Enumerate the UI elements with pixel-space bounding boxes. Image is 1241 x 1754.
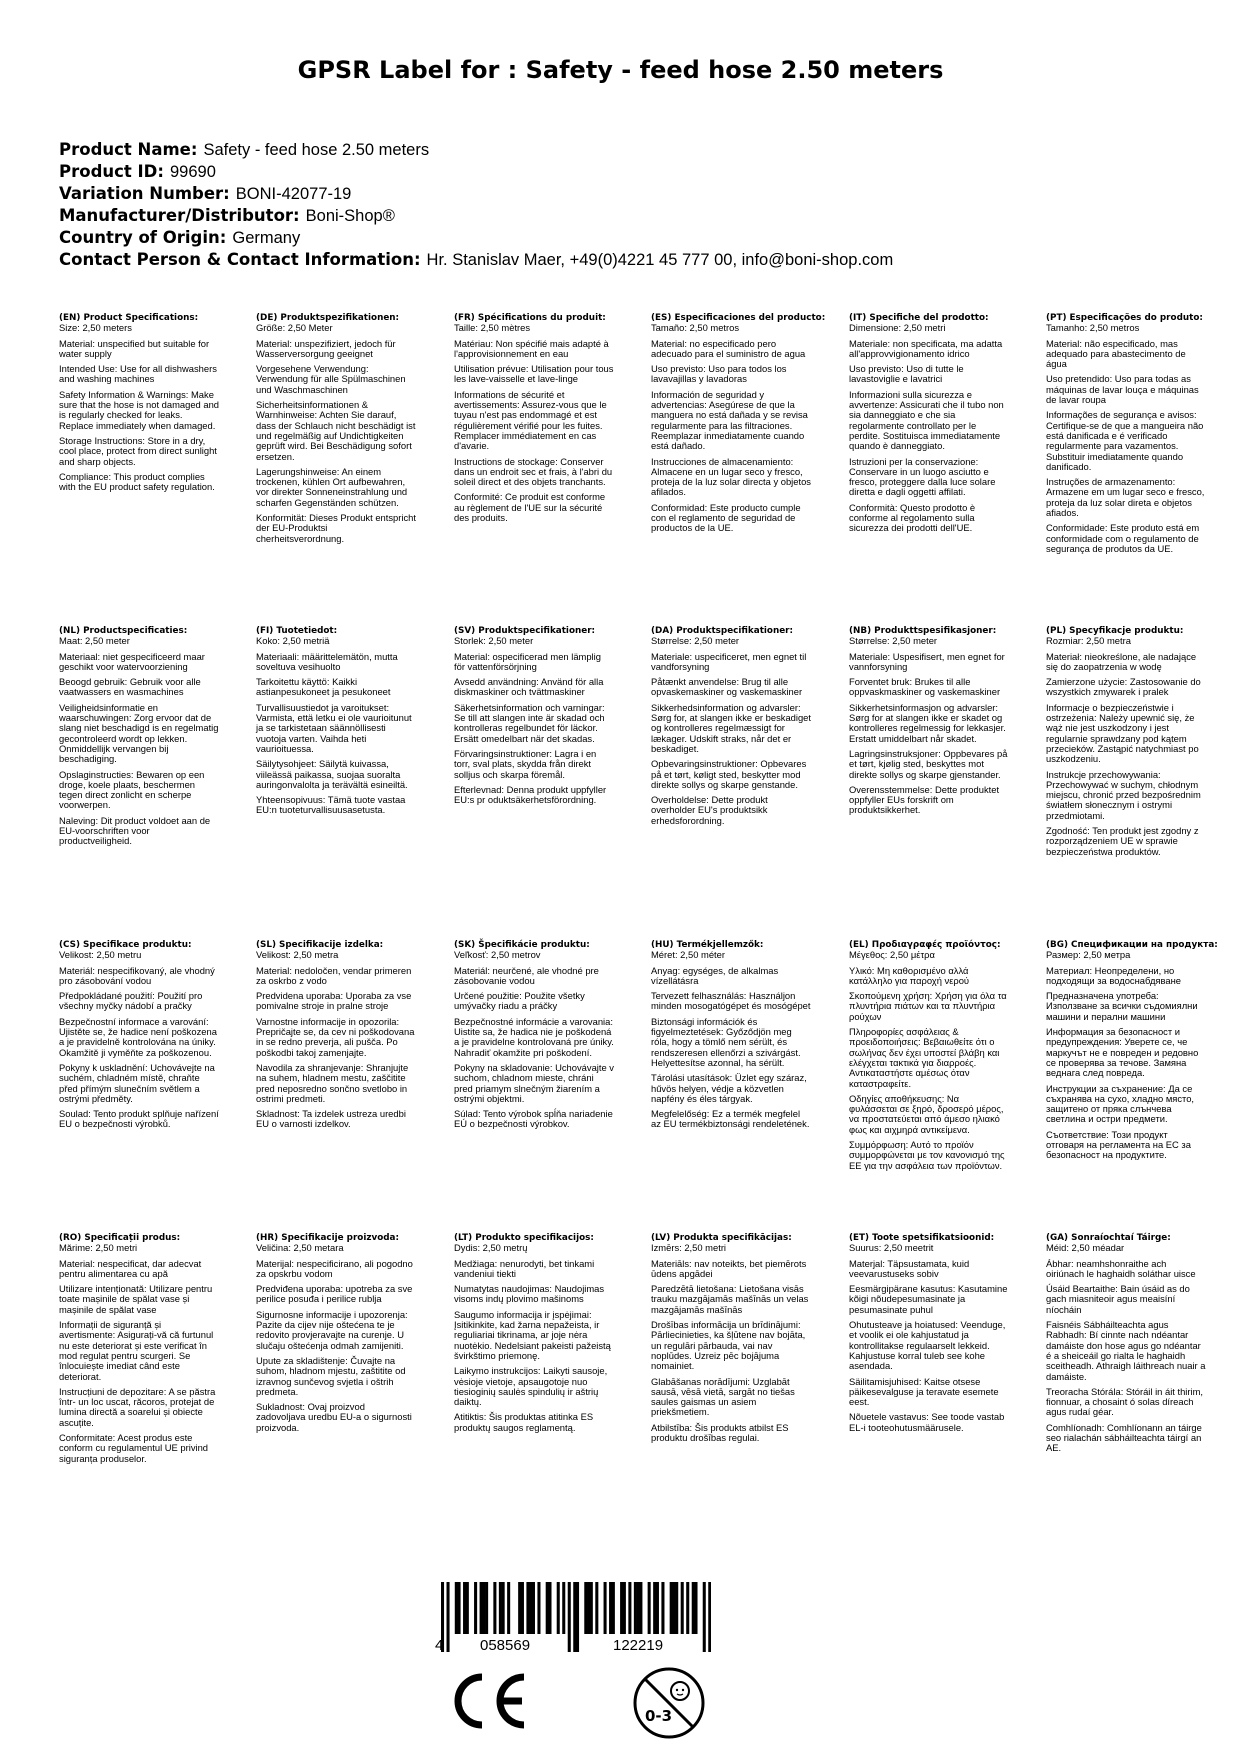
spec-paragraph: Größe: 2,50 Meter bbox=[256, 322, 333, 334]
info-label: Product ID: bbox=[59, 162, 164, 181]
barcode-bar bbox=[661, 1582, 664, 1634]
spec-paragraph: Izmērs: 2,50 metri bbox=[651, 1242, 727, 1254]
barcode-bar bbox=[576, 1582, 579, 1652]
spec-block bbox=[651, 1233, 811, 1448]
spec-paragraph: Materiał: nieokreślone, ale nadające się do zaopatrzenia w wodę bbox=[1046, 650, 1197, 672]
spec-paragraph: Medžiaga: nenurodyti, bet tinkami vandeniui tiekti bbox=[454, 1257, 595, 1279]
info-label: Contact Person & Contact Information: bbox=[59, 250, 421, 269]
barcode-bar bbox=[694, 1582, 697, 1634]
spec-paragraph: Съответствие: Този продукт отговаря на регламента на ЕС за безопасност на продуктите. bbox=[1046, 1128, 1191, 1161]
spec-paragraph: Předpokládané použití: Použití pro všechny myčky nádobí a pračky bbox=[59, 990, 203, 1012]
spec-paragraph: Материал: Неопределени, но подходящи за водоснабдяване bbox=[1046, 964, 1181, 986]
barcode-bar bbox=[548, 1582, 551, 1634]
spec-block bbox=[849, 1233, 1009, 1438]
spec-paragraph: Sikkerhedsinformation og advarsler: Sørg for, at slangen ikke er beskadiget og kontrolleres regelmæssigt for lækager. Udskift straks, når det er beskadiget. bbox=[651, 701, 811, 754]
barcode-bar bbox=[447, 1582, 450, 1652]
barcode-bar bbox=[620, 1582, 623, 1634]
spec-paragraph: Forventet bruk: Brukes til alle oppvaskmaskiner og vaskemaskiner bbox=[849, 676, 1001, 698]
barcode-bar bbox=[634, 1582, 637, 1634]
spec-block bbox=[454, 313, 614, 528]
spec-heading: (NL) Productspecificaties: bbox=[59, 626, 188, 636]
spec-paragraph: Tamanho: 2,50 metros bbox=[1046, 322, 1140, 334]
spec-paragraph: Zgodność: Ten produkt jest zgodny z rozporządzeniem UE w sprawie bezpieczeństwa produktów. bbox=[1046, 825, 1199, 857]
barcode-bar bbox=[595, 1582, 598, 1634]
spec-paragraph: Sicherheitsinformationen & Warnhinweise: Achten Sie darauf, dass der Schlauch nicht beschädigt ist und regelmäßig auf Undichtigkeiten geprüft wird. Bei Beschädigung sofort ersetzen. bbox=[256, 399, 416, 462]
barcode-right-group: 122219 bbox=[613, 1637, 664, 1654]
barcode-bar bbox=[656, 1582, 659, 1634]
spec-paragraph: Efterlevnad: Denna produkt uppfyller EU:s pr oduktsäkerhetsförordning. bbox=[454, 783, 607, 806]
spec-heading: (RO) Specificații produs: bbox=[59, 1233, 181, 1243]
spec-paragraph: Intended Use: Use for all dishwashers and washing machines bbox=[59, 363, 217, 385]
spec-paragraph: Tervezett felhasználás: Használjon minden mosogatógépet és mosógépet bbox=[651, 990, 811, 1012]
spec-paragraph: Koko: 2,50 metriä bbox=[256, 635, 330, 647]
age-0-3-warning-icon bbox=[632, 1666, 706, 1740]
barcode-bar bbox=[604, 1582, 607, 1634]
barcode-bar bbox=[474, 1582, 477, 1634]
spec-paragraph: Predviđena uporaba: upotreba za sve perilice posuđa i perilice rublja bbox=[256, 1283, 413, 1305]
spec-heading: (SK) Špecifikácie produktu: bbox=[454, 940, 590, 950]
spec-paragraph: Materiale: uspecificeret, men egnet til vandforsyning bbox=[651, 650, 807, 672]
spec-paragraph: Instructions de stockage: Conserver dans un endroit sec et frais, à l'abri du soleil direct et des objets tranchants. bbox=[454, 455, 613, 488]
spec-paragraph: Materiaal: niet gespecificeerd maar geschikt voor watervoorziening bbox=[59, 650, 205, 672]
spec-heading: (PT) Especificações do produto: bbox=[1046, 313, 1203, 323]
spec-paragraph: Rozmiar: 2,50 metra bbox=[1046, 635, 1131, 647]
spec-paragraph: Treoracha Stórála: Stóráil in áit thirim, fionnuar, a chosaint ó solas díreach agus rudaí géar. bbox=[1046, 1385, 1204, 1418]
spec-paragraph: Comhlíonadh: Comhlíonann an táirge seo rialachán sábháilteachta táirgí an AE. bbox=[1046, 1421, 1202, 1454]
barcode-bar bbox=[466, 1582, 469, 1634]
info-label: Country of Origin: bbox=[59, 228, 227, 247]
spec-heading: (NB) Produkttspesifikasjoner: bbox=[849, 626, 997, 636]
spec-paragraph: Avsedd användning: Använd för alla diskmaskiner och tvättmaskiner bbox=[454, 676, 604, 698]
spec-paragraph: Zamierzone użycie: Zastosowanie do wszystkich zmywarek i pralek bbox=[1046, 676, 1201, 698]
spec-paragraph: Overensstemmelse: Dette produktet oppfyller EUs forskrift om produktsikkerhet. bbox=[849, 783, 1000, 816]
spec-paragraph: Utilisation prévue: Utilisation pour tous les lave-vaisselle et lave-linge bbox=[454, 363, 614, 385]
spec-paragraph: Súlad: Tento výrobok spĺňa nariadenie EÚ o bezpečnosti výrobkov. bbox=[454, 1108, 613, 1130]
spec-paragraph: Biztonsági információk és figyelmeztetések: Győződjön meg róla, hogy a tömlő nem sérült, és rendszeresen ellenőrzi a szivárgást. Helyettesítse azonnal, ha sérült. bbox=[651, 1015, 801, 1068]
spec-block bbox=[651, 313, 826, 539]
spec-paragraph: Maat: 2,50 meter bbox=[59, 635, 130, 647]
info-row bbox=[59, 139, 1199, 161]
info-row bbox=[59, 205, 1199, 227]
spec-paragraph: Säilitamisjuhised: Kaitse otsese päikesevalguse ja teravate esemete eest. bbox=[849, 1375, 999, 1408]
spec-block bbox=[849, 940, 1009, 1176]
spec-paragraph: Opslaginstructies: Bewaren op een droge, koele plaats, beschermen tegen direct zonlicht en scherpe voorwerpen. bbox=[59, 768, 205, 811]
spec-paragraph: Predvidena uporaba: Uporaba za vse pomivalne stroje in pralne stroje bbox=[256, 990, 412, 1012]
spec-paragraph: Material: não especificado, mas adequado para abastecimento de água bbox=[1046, 337, 1186, 370]
barcode-bar bbox=[458, 1582, 461, 1634]
spec-paragraph: Informacje o bezpieczeństwie i ostrzeżenia: Należy upewnić się, że wąż nie jest uszkodzony i jest regularnie sprawdzany pod kątem przecieków. Zastąpić natychmiast po uszkodzeniu. bbox=[1046, 701, 1199, 765]
spec-paragraph: Matériau: Non spécifié mais adapté à l'approvisionnement en eau bbox=[454, 337, 609, 359]
spec-paragraph: Sukladnost: Ovaj proizvod zadovoljava uredbu EU-a o sigurnosti proizvoda. bbox=[256, 1401, 412, 1433]
spec-paragraph: Opbevaringsinstruktioner: Opbevares på et tørt, køligt sted, beskytter mod direkte sollys og skarpe genstande. bbox=[651, 758, 807, 790]
spec-heading: (ES) Especificaciones del producto: bbox=[651, 313, 826, 323]
spec-heading: (LT) Produkto specifikacijos: bbox=[454, 1233, 594, 1243]
spec-paragraph: Informações de segurança e avisos: Certifique-se de que a mangueira não está danificada e é verificado regularmente para vazamentos. Substituir imediatamente quando danificado. bbox=[1046, 409, 1204, 472]
spec-block bbox=[849, 626, 1009, 821]
spec-paragraph: Conformidad: Este producto cumple con el reglamento de seguridad de productos de la UE. bbox=[651, 501, 801, 534]
spec-paragraph: Material: unspezifiziert, jedoch für Wasserversorgung geeignet bbox=[256, 337, 396, 359]
spec-block bbox=[1046, 940, 1218, 1166]
barcode-bar bbox=[670, 1582, 673, 1634]
barcode-bar bbox=[703, 1582, 706, 1652]
barcode-bar bbox=[587, 1582, 590, 1634]
spec-paragraph: Safety Information & Warnings: Make sure that the hose is not damaged and is regularly checked for leaks. Replace immediately when damaged. bbox=[59, 388, 220, 431]
barcode-bar bbox=[653, 1582, 656, 1634]
spec-paragraph: Størrelse: 2,50 meter bbox=[651, 635, 740, 647]
barcode-bar bbox=[708, 1582, 711, 1652]
spec-paragraph: Størrelse: 2,50 meter bbox=[849, 635, 938, 647]
spec-heading: (SV) Produktspecifikationer: bbox=[454, 626, 596, 636]
spec-paragraph: Instruções de armazenamento: Armazene em um lugar seco e fresco, proteja da luz solar direta e objetos afiados. bbox=[1046, 476, 1205, 519]
spec-paragraph: Conformità: Questo prodotto è conforme al regolamento sulla sicurezza dei prodotti dell'UE. bbox=[849, 501, 976, 534]
spec-paragraph: Påtænkt anvendelse: Brug til alle opvaskemaskiner og vaskemaskiner bbox=[651, 676, 803, 698]
spec-heading: (LV) Produkta specifikācijas: bbox=[651, 1233, 792, 1243]
info-row bbox=[59, 161, 1199, 183]
spec-paragraph: Atitiktis: Šis produktas atitinka ES produktų saugos reglamentą. bbox=[454, 1411, 594, 1433]
spec-paragraph: Sikkerhetsinformasjon og advarsler: Sørg for at slangen ikke er skadet og kontrolleres regelmessig for lekkasjer. Erstatt umiddelbart når skadet. bbox=[849, 701, 1006, 744]
spec-paragraph: Taille: 2,50 mètres bbox=[454, 322, 531, 334]
spec-paragraph: Paredzētā lietošana: Lietošana visās trauku mazgājamās mašīnās un velas mazgājamās mašīnās bbox=[651, 1283, 809, 1315]
spec-block bbox=[1046, 313, 1206, 559]
barcode-bar bbox=[609, 1582, 612, 1634]
spec-paragraph: Mărime: 2,50 metri bbox=[59, 1242, 138, 1254]
barcode-bar bbox=[485, 1582, 488, 1634]
spec-paragraph: Συμμόρφωση: Αυτό το προϊόν συμμορφώνεται με τον κανονισμό της ΕΕ για την ασφάλεια των προϊόντων. bbox=[849, 1139, 1005, 1171]
spec-heading: (SL) Specifikacije izdelka: bbox=[256, 940, 384, 950]
spec-paragraph: Lagerungshinweise: An einem trockenen, kühlen Ort aufbewahren, vor direkter Sonneneinstrahlung und scharfen Gegenständen schützen. bbox=[256, 465, 408, 508]
spec-paragraph: Uso pretendido: Uso para todas as máquinas de lavar louça e máquinas de lavar roupa bbox=[1046, 373, 1199, 406]
spec-paragraph: Nõuetele vastavus: See toode vastab EL-i tooteohutusmäärusele. bbox=[849, 1411, 1005, 1433]
spec-paragraph: Yhteensopivuus: Tämä tuote vastaa EU:n tuoteturvallisuusasetusta. bbox=[256, 794, 406, 816]
spec-heading: (ET) Toote spetsifikatsioonid: bbox=[849, 1233, 995, 1243]
spec-paragraph: Pokyny k uskladnění: Uchovávejte na suchém, chladném místě, chraňte před přímým slunečním světlem a ostrými předměty. bbox=[59, 1061, 215, 1104]
barcode-bar bbox=[681, 1582, 684, 1634]
spec-paragraph: Materiale: Uspesifisert, men egnet for vannforsyning bbox=[849, 650, 1005, 672]
spec-paragraph: Informazioni sulla sicurezza e avvertenze: Assicurati che il tubo non sia danneggiato e che sia regolarmente controllato per le perdite. Sostituisca immediatamente quando è danneggiato. bbox=[849, 388, 1004, 452]
barcode-bar bbox=[648, 1582, 651, 1634]
info-value: Boni-Shop® bbox=[305, 207, 395, 225]
spec-paragraph: Säkerhetsinformation och varningar: Se till att slangen inte är skadad och kontrolleras regelbundet för läckor. Ersätt omedelbart när det skadas. bbox=[454, 701, 605, 744]
spec-paragraph: Предназначена употреба: Използване за всички съдомиялни машини и перални машини bbox=[1046, 990, 1198, 1022]
spec-block bbox=[59, 313, 219, 497]
spec-paragraph: Instrukcje przechowywania: Przechowywać w suchym, chłodnym miejscu, chronić przed bezpośrednim światłem słonecznym i ostrymi przedmiotami. bbox=[1046, 768, 1201, 821]
info-label: Product Name: bbox=[59, 140, 198, 159]
info-value: 99690 bbox=[169, 163, 216, 181]
spec-paragraph: Laikymo instrukcijos: Laikyti sausoje, vėsioje vietoje, apsaugotoje nuo tiesioginių saulės spindulių ir aštrių daiktų. bbox=[454, 1365, 608, 1408]
spec-paragraph: Soulad: Tento produkt splňuje nařízení EU o bezpečnosti výrobků. bbox=[59, 1108, 219, 1130]
barcode-bar bbox=[493, 1582, 496, 1634]
info-value: Safety - feed hose 2.50 meters bbox=[203, 141, 430, 159]
spec-heading: (DE) Produktspezifikationen: bbox=[256, 313, 400, 323]
spec-paragraph: Skladnost: Ta izdelek ustreza uredbi EU o varnosti izdelkov. bbox=[256, 1108, 406, 1130]
spec-paragraph: Uso previsto: Uso para todos los lavavajillas y lavadoras bbox=[651, 363, 787, 385]
spec-block bbox=[849, 313, 1009, 539]
barcode-bar bbox=[455, 1582, 458, 1634]
spec-heading: (DA) Produktspecifikationer: bbox=[651, 626, 794, 636]
spec-paragraph: Veľkosť: 2,50 metrov bbox=[454, 949, 541, 961]
spec-heading: (IT) Specifiche del prodotto: bbox=[849, 313, 989, 323]
info-row bbox=[59, 249, 1199, 271]
barcode-bar bbox=[463, 1582, 466, 1634]
barcode-first-digit: 4 bbox=[435, 1637, 444, 1654]
page-title: GPSR Label for : Safety - feed hose 2.50 meters bbox=[297, 56, 944, 84]
barcode-bar bbox=[537, 1582, 540, 1634]
spec-block bbox=[59, 1233, 219, 1469]
spec-block bbox=[59, 940, 219, 1135]
barcode-bar bbox=[675, 1582, 678, 1634]
spec-paragraph: Conformité: Ce produit est conforme au règlement de l'UE sur la sécurité des produits. bbox=[454, 491, 606, 524]
spec-paragraph: Instrucțiuni de depozitare: A se păstra într- un loc uscat, răcoros, protejat de lumina directă a soarelui și obiecte ascuțite. bbox=[59, 1385, 216, 1428]
spec-paragraph: Size: 2,50 meters bbox=[59, 322, 132, 334]
spec-paragraph: Materiaali: määrittelemätön, mutta soveltuva vesihuolto bbox=[256, 650, 398, 672]
barcode-bar bbox=[637, 1582, 640, 1634]
spec-paragraph: Material: nedoločen, vendar primeren za oskrbo z vodo bbox=[256, 964, 412, 986]
spec-block bbox=[256, 626, 416, 821]
spec-paragraph: Glabāšanas norādījumi: Uzglabāt sausā, vēsā vietā, sargāt no tiešas saules gaismas un asiem priekšmetiem. bbox=[651, 1375, 795, 1418]
spec-paragraph: Förvaringsinstruktioner: Lagra i en torr, sval plats, skydda från direkt solljus och skarpa föremål. bbox=[454, 747, 597, 780]
spec-heading: (HR) Specifikacije proizvoda: bbox=[256, 1233, 399, 1243]
spec-paragraph: Material: unspecified but suitable for water supply bbox=[59, 337, 210, 359]
barcode-bar bbox=[573, 1582, 576, 1652]
barcode-bar bbox=[532, 1582, 535, 1634]
spec-paragraph: Material: nespecificat, dar adecvat pentru alimentarea cu apă bbox=[59, 1257, 202, 1279]
barcode-bar bbox=[518, 1582, 521, 1634]
barcode-bar bbox=[546, 1582, 549, 1634]
spec-paragraph: Upute za skladištenje: Čuvajte na suhom, hladnom mjestu, zaštitite od izravnog sunčevog svjetla i oštrih predmeta. bbox=[256, 1354, 406, 1397]
info-row bbox=[59, 183, 1199, 205]
info-value: Germany bbox=[232, 229, 301, 247]
spec-paragraph: Saugumo informacija ir įspėjimai: Įsitikinkite, kad žarna nepažeista, ir reguliariai tikrinama, ar joje nėra nuotėkio. Nedelsiant pakeisti pažeistą švirkštimo priemonę. bbox=[454, 1308, 611, 1361]
barcode-bar bbox=[526, 1582, 529, 1634]
barcode-bar bbox=[557, 1582, 560, 1634]
spec-block bbox=[651, 940, 811, 1135]
spec-paragraph: Υλικό: Μη καθορισμένο αλλά κατάλληλο για παροχή νερού bbox=[849, 964, 970, 986]
spec-paragraph: Turvallisuustiedot ja varoitukset: Varmista, että letku ei ole vaurioitunut ja se tarkistetaan säännöllisesti vuotoja varten. Vaihda heti vaurioituessa. bbox=[256, 701, 412, 754]
spec-paragraph: Bezpečnostní informace a varování: Ujistěte se, že hadice není poškozena a je pravidelně kontrolována na úniky. Okamžitě ji vyměňte za poškozenou. bbox=[59, 1015, 217, 1058]
spec-paragraph: Materiál: nespecifikovaný, ale vhodný pro zásobování vodou bbox=[59, 964, 215, 986]
spec-paragraph: Faisnéis Sábháilteachta agus Rabhadh: Bí cinnte nach ndéantar damáiste don hose agus go ndéantar é a sheiceáil go rialta le haghaidh sceitheadh. Athraigh láithreach nuair a damáiste. bbox=[1046, 1319, 1206, 1382]
spec-paragraph: Conformidade: Este produto está em conformidade com o regulamento de segurança de produtos da UE. bbox=[1046, 522, 1200, 554]
spec-paragraph: Materijal: nespecificirano, ali pogodno za opskrbu vodom bbox=[256, 1257, 413, 1279]
spec-paragraph: Информация за безопасност и предупреждения: Уверете се, че маркучът не е повреден и редовно се проверява за течове. Замяна веднага след повреда. bbox=[1046, 1026, 1199, 1079]
spec-heading: (CS) Specifikace produktu: bbox=[59, 940, 192, 950]
barcode-bar bbox=[628, 1582, 631, 1634]
spec-block bbox=[1046, 626, 1206, 862]
spec-paragraph: Vorgesehene Verwendung: Verwendung für alle Spülmaschinen und Waschmaschinen bbox=[256, 363, 406, 395]
ce-mark-icon bbox=[452, 1673, 530, 1729]
spec-paragraph: Beoogd gebruik: Gebruik voor alle vaatwassers en wasmachines bbox=[59, 676, 201, 698]
spec-heading: (GA) Sonraíochtaí Táirge: bbox=[1046, 1233, 1171, 1243]
spec-paragraph: Suurus: 2,50 meetrit bbox=[849, 1242, 934, 1254]
info-label: Manufacturer/Distributor: bbox=[59, 206, 300, 225]
spec-paragraph: Méret: 2,50 méter bbox=[651, 949, 725, 961]
barcode-bar bbox=[612, 1582, 615, 1634]
spec-paragraph: Veličina: 2,50 metara bbox=[256, 1242, 344, 1254]
spec-heading: (EL) Προδιαγραφές προϊόντος: bbox=[849, 940, 1001, 950]
spec-paragraph: Materjal: Täpsustamata, kuid veevarustuseks sobiv bbox=[849, 1257, 970, 1279]
barcode-bar bbox=[529, 1582, 532, 1634]
spec-heading: (PL) Specyfikacje produktu: bbox=[1046, 626, 1184, 636]
spec-paragraph: Navodila za shranjevanje: Shranjujte na suhem, hladnem mestu, zaščitite pred neposredno sončno svetlobo in ostrimi predmeti. bbox=[256, 1061, 409, 1104]
spec-paragraph: Naleving: Dit product voldoet aan de EU-voorschriften voor productveiligheid. bbox=[59, 814, 211, 847]
spec-heading: (FR) Spécifications du produit: bbox=[454, 313, 606, 323]
spec-paragraph: Uso previsto: Uso di tutte le lavastoviglie e lavatrici bbox=[849, 363, 964, 385]
spec-paragraph: Tárolási utasítások: Üzlet egy száraz, hűvös helyen, védje a közvetlen napfény és éles tárgyak. bbox=[651, 1072, 807, 1104]
spec-paragraph: Informations de sécurité et avertissements: Assurez-vous que le tuyau n'est pas endommagé et est régulièrement vérifié pour les fuites. Remplacer immédiatement en cas d'avarie. bbox=[454, 388, 607, 452]
barcode-bar bbox=[672, 1582, 675, 1634]
spec-paragraph: Material: no especificado pero adecuado para el suministro de agua bbox=[651, 337, 806, 359]
spec-paragraph: Konformität: Dieses Produkt entspricht der EU-Produktsi cherheitsverordnung. bbox=[256, 512, 416, 544]
spec-paragraph: Dimensione: 2,50 metri bbox=[849, 322, 946, 334]
spec-paragraph: Megfelelőség: Ez a termék megfelel az EU termékbiztonsági rendeletének. bbox=[651, 1108, 810, 1130]
spec-block bbox=[454, 1233, 614, 1438]
spec-paragraph: Úsáid Beartaithe: Bain úsáid as do gach miasniteoir agus meaisíní níocháin bbox=[1046, 1283, 1190, 1315]
barcode-bar bbox=[584, 1582, 587, 1634]
spec-paragraph: Overholdelse: Dette produkt overholder EU's produktsikk erhedsforordning. bbox=[651, 794, 768, 826]
spec-block bbox=[256, 313, 416, 549]
barcode-bar bbox=[499, 1582, 502, 1634]
barcode-bar bbox=[521, 1582, 524, 1634]
spec-paragraph: Velikost: 2,50 metru bbox=[59, 949, 142, 961]
spec-paragraph: Σκοπούμενη χρήση: Χρήση για όλα τα πλυντήρια πιάτων και τα πλυντήρια ρούχων bbox=[849, 990, 1007, 1022]
spec-block bbox=[454, 626, 614, 810]
info-row bbox=[59, 227, 1199, 249]
spec-paragraph: Anyag: egységes, de alkalmas vízellátásra bbox=[651, 964, 779, 986]
product-info bbox=[59, 139, 1199, 271]
barcode-bar bbox=[686, 1582, 689, 1634]
spec-paragraph: Informații de siguranță și avertismente: Asigurați-vă că furtunul nu este deteriorat și este verificat în mod regulat pentru scurgeri. Se înlocuiește imediat când este deteriorat. bbox=[59, 1319, 214, 1382]
spec-paragraph: Pokyny na skladovanie: Uchovávajte v suchom, chladnom mieste, chráni pred priamym slnečným žiarením a ostrými objektmi. bbox=[454, 1061, 614, 1104]
spec-paragraph: Tarkoitettu käyttö: Kaikki astianpesukoneet ja pesukoneet bbox=[256, 676, 391, 698]
spec-paragraph: Určené použitie: Použite všetky umývačky riadu a práčky bbox=[454, 990, 585, 1012]
spec-paragraph: Ohutusteave ja hoiatused: Veenduge, et voolik ei ole kahjustatud ja kontrollitakse regulaarselt lekkeid. Kahjustuse korral tuleb see kohe asendada. bbox=[849, 1319, 1006, 1372]
spec-paragraph: Veiligheidsinformatie en waarschuwingen: Zorg ervoor dat de slang niet beschadigd is en regelmatig gecontroleerd wordt op lekken. Onmiddellijk vervangen bij beschadiging. bbox=[59, 701, 219, 765]
barcode-left-group: 058569 bbox=[480, 1637, 531, 1654]
spec-block bbox=[256, 1233, 416, 1438]
spec-paragraph: Velikost: 2,50 metra bbox=[256, 949, 339, 961]
spec-paragraph: Conformitate: Acest produs este conform cu regulamentul UE privind siguranța produselor. bbox=[59, 1432, 209, 1464]
spec-block bbox=[59, 626, 219, 852]
spec-heading: (FI) Tuotetiedot: bbox=[256, 626, 338, 636]
spec-paragraph: Lagringsinstruksjoner: Oppbevares på et tørt, kjølig sted, beskyttes mot direkte sollys og skarpe gjenstander. bbox=[849, 747, 1008, 780]
barcode-bar bbox=[623, 1582, 626, 1634]
spec-block bbox=[651, 626, 811, 831]
spec-paragraph: Sigurnosne informacije i upozorenja: Pazite da cijev nije oštećena te je redovito provjeravajte na curenje. U slučaju oštećenja odmah zamijeniti. bbox=[256, 1308, 408, 1351]
spec-paragraph: Varnostne informacije in opozorila: Prepričajte se, da cev ni poškodovana in se redno preverja, ali pušča. Po poškodbi takoj zamenjajte. bbox=[256, 1015, 415, 1058]
spec-paragraph: Säilytysohjeet: Säilytä kuivassa, viileässä paikassa, suojaa suoralta auringonvalolta ja terävältä esineiltä. bbox=[256, 758, 408, 790]
age-label: 0-3 bbox=[645, 1707, 673, 1725]
spec-paragraph: Drošības informācija un brīdinājumi: Pārliecinieties, ka šļūtene nav bojāta, un regulāri pārbauda, vai nav noplūdes. Uzreiz pēc bojājuma nomainiet. bbox=[651, 1319, 806, 1372]
info-value: Hr. Stanislav Maer, +49(0)4221 45 777 00, info@boni-shop.com bbox=[426, 251, 894, 269]
spec-paragraph: Istruzioni per la conservazione: Conservare in un luogo asciutto e fresco, proteggere dalla luce solare diretta e dagli oggetti affilati. bbox=[849, 455, 996, 498]
spec-paragraph: Instrucciones de almacenamiento: Almacene en un lugar seco y fresco, proteja de la luz solar directa y objetos afilados. bbox=[651, 455, 811, 498]
barcode-bar bbox=[568, 1582, 571, 1652]
barcode-bar bbox=[692, 1582, 695, 1634]
info-value: BONI-42077-19 bbox=[235, 185, 352, 203]
spec-paragraph: Οδηγίες αποθήκευσης: Να φυλάσσεται σε ξηρό, δροσερό μέρος, να προστατεύεται από άμεσο ηλιακό φως και αιχμηρά αντικείμενα. bbox=[849, 1092, 1004, 1135]
spec-paragraph: Storage Instructions: Store in a dry, cool place, protect from direct sunlight and sharp objects. bbox=[59, 434, 217, 467]
barcode-bar bbox=[639, 1582, 642, 1634]
barcode-bar bbox=[480, 1582, 483, 1634]
spec-paragraph: Numatytas naudojimas: Naudojimas visoms indų plovimo mašinoms bbox=[454, 1283, 605, 1305]
barcode-bar bbox=[502, 1582, 505, 1634]
spec-paragraph: Materiāls: nav noteikts, bet piemērots ūdens apgādei bbox=[651, 1257, 807, 1279]
spec-paragraph: Eesmärgipärane kasutus: Kasutamine kõigi nõudepesumasinate ja pesumasinate puhul bbox=[849, 1283, 1008, 1315]
barcode-bar bbox=[482, 1582, 485, 1634]
spec-paragraph: Materiale: non specificata, ma adatta all'approvvigionamento idrico bbox=[849, 337, 1003, 359]
spec-paragraph: Información de seguridad y advertencias: Asegúrese de que la manguera no está dañada y se revisa regularmente para las filtraciones. Reemplazar inmediatamente cuando está dañado. bbox=[651, 388, 808, 452]
spec-paragraph: Ábhar: neamhshonraithe ach oiriúnach le haghaidh soláthar uisce bbox=[1046, 1257, 1196, 1279]
spec-heading: (BG) Спецификации на продукта: bbox=[1046, 940, 1218, 950]
spec-paragraph: Инструкции за съхранение: Да се съхранява на сухо, хладно място, защитено от пряка слънчева светлина и остри предмети. bbox=[1046, 1082, 1195, 1125]
spec-paragraph: Materiál: neurčené, ale vhodné pre zásobovanie vodou bbox=[454, 964, 599, 986]
spec-paragraph: Compliance: This product complies with the EU product safety regulation. bbox=[59, 470, 215, 493]
spec-paragraph: Storlek: 2,50 meter bbox=[454, 635, 534, 647]
barcode-bar bbox=[562, 1582, 565, 1634]
spec-paragraph: Dydis: 2,50 metrų bbox=[454, 1242, 528, 1254]
spec-block bbox=[454, 940, 614, 1135]
spec-paragraph: Πληροφορίες ασφάλειας & προειδοποιήσεις: Βεβαιωθείτε ότι ο σωλήνας δεν έχει υποστεί βλάβη και ελέγχεται τακτικά για διαρροές. Αντικαταστήστε αμέσως όταν καταστραφείτε. bbox=[849, 1026, 1000, 1089]
spec-paragraph: Material: ospecificerad men lämplig för vattenförsörjning bbox=[454, 650, 601, 672]
spec-block bbox=[256, 940, 416, 1135]
spec-heading: (HU) Termékjellemzők: bbox=[651, 940, 764, 950]
spec-paragraph: Размер: 2,50 метра bbox=[1046, 949, 1131, 961]
spec-paragraph: Tamaño: 2,50 metros bbox=[651, 322, 740, 334]
info-label: Variation Number: bbox=[59, 184, 230, 203]
barcode-bar bbox=[507, 1582, 510, 1634]
spec-paragraph: Utilizare intenționată: Utilizare pentru toate mașinile de spălat vase și mașinile de spălat vase bbox=[59, 1283, 213, 1315]
spec-paragraph: Atbilstība: Šis produkts atbilst ES produktu drošības regulai. bbox=[651, 1421, 789, 1444]
barcode-bar bbox=[590, 1582, 593, 1634]
spec-paragraph: Bezpečnostné informácie a varovania: Uistite sa, že hadica nie je poškodená a je pravidelne kontrolovaná pre úniky. Nahradiť okamžite pri poškodení. bbox=[454, 1015, 614, 1058]
spec-heading: (EN) Product Specifications: bbox=[59, 313, 199, 323]
spec-paragraph: Méid: 2,50 méadar bbox=[1046, 1242, 1125, 1254]
spec-block bbox=[1046, 1233, 1206, 1459]
spec-paragraph: Μέγεθος: 2,50 μέτρα bbox=[849, 949, 935, 961]
